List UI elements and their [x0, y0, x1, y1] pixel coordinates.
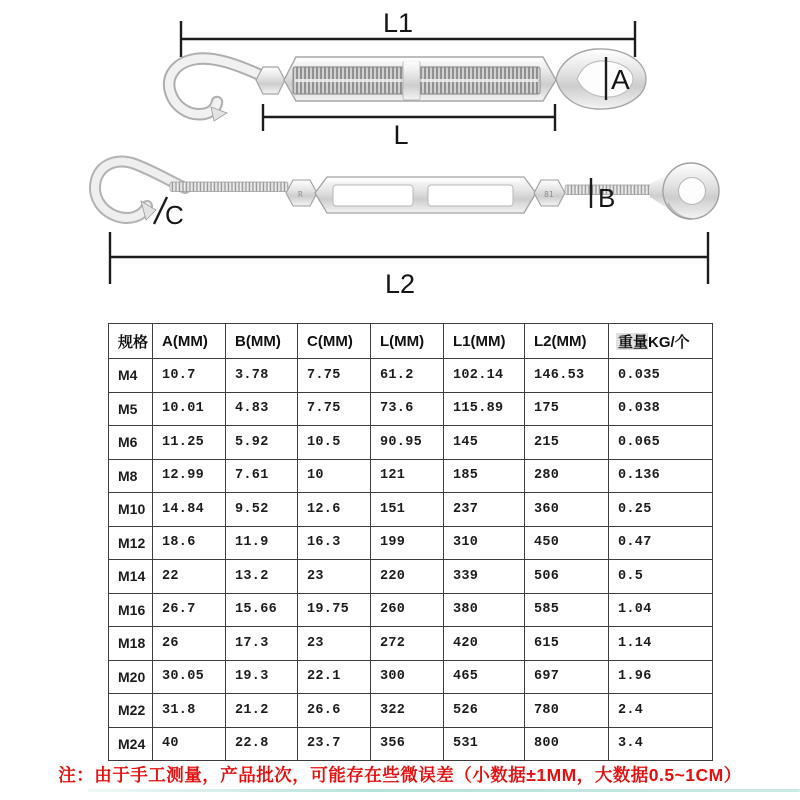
value-cell: 7.61 [226, 459, 298, 493]
column-header-spec: 规格 [109, 324, 153, 359]
spec-cell: M5 [109, 392, 153, 426]
value-cell: 526 [444, 694, 525, 728]
turnbuckle-hook-eye-extended [95, 162, 719, 299]
spec-cell: M8 [109, 459, 153, 493]
value-cell: 12.6 [298, 493, 371, 527]
value-cell: 61.2 [371, 359, 444, 393]
table-row [109, 526, 713, 560]
turnbuckle-hook-eye-closed [169, 8, 646, 150]
value-cell: 5.92 [226, 426, 298, 460]
value-cell: 15.66 [226, 593, 298, 627]
value-cell: 260 [371, 593, 444, 627]
value-cell: 10 [298, 459, 371, 493]
value-cell: 215 [525, 426, 609, 460]
value-cell: 780 [525, 694, 609, 728]
value-cell: 380 [444, 593, 525, 627]
value-cell: 322 [371, 694, 444, 728]
turnbuckle-diagrams [0, 0, 800, 312]
value-cell: 0.5 [609, 560, 713, 594]
value-cell: 17.3 [226, 627, 298, 661]
value-cell: 23.7 [298, 727, 371, 761]
turnbuckle-body [315, 177, 536, 213]
column-header-weight: 重量KG/个 [609, 324, 713, 359]
hook-end [169, 58, 258, 121]
value-cell: 0.035 [609, 359, 713, 393]
value-cell: 22.1 [298, 660, 371, 694]
threaded-rod-left [170, 182, 288, 192]
dimension-l1 [181, 8, 635, 57]
table-row [109, 359, 713, 393]
value-cell: 199 [371, 526, 444, 560]
value-cell: 11.25 [153, 426, 226, 460]
spec-table [108, 323, 713, 761]
value-cell: 23 [298, 627, 371, 661]
value-cell: 697 [525, 660, 609, 694]
table-row [109, 627, 713, 661]
dimension-label-l: L [393, 120, 409, 150]
value-cell: 0.136 [609, 459, 713, 493]
value-cell: 18.6 [153, 526, 226, 560]
value-cell: 146.53 [525, 359, 609, 393]
value-cell: 26.7 [153, 593, 226, 627]
value-cell: 23 [298, 560, 371, 594]
value-cell: 40 [153, 727, 226, 761]
dimension-label-l2: L2 [384, 269, 416, 299]
column-header-b: B(MM) [226, 324, 298, 359]
spec-cell: M20 [109, 660, 153, 694]
value-cell: 22 [153, 560, 226, 594]
spec-table-body [109, 359, 713, 761]
value-cell: 280 [525, 459, 609, 493]
value-cell: 102.14 [444, 359, 525, 393]
center-bridge [403, 61, 420, 100]
hex-nut [256, 67, 285, 94]
dimension-label-c: C [165, 200, 184, 230]
value-cell: 360 [525, 493, 609, 527]
value-cell: 615 [525, 627, 609, 661]
eye-end [650, 163, 719, 219]
eye-end [556, 49, 646, 109]
value-cell: 121 [371, 459, 444, 493]
value-cell: 1.96 [609, 660, 713, 694]
value-cell: 26.6 [298, 694, 371, 728]
table-row [109, 493, 713, 527]
value-cell: 13.2 [226, 560, 298, 594]
value-cell: 0.25 [609, 493, 713, 527]
value-cell: 185 [444, 459, 525, 493]
value-cell: 1.14 [609, 627, 713, 661]
value-cell: 339 [444, 560, 525, 594]
value-cell: 9.52 [226, 493, 298, 527]
turnbuckle-body [284, 57, 556, 101]
value-cell: 1.04 [609, 593, 713, 627]
value-cell: 800 [525, 727, 609, 761]
hex-nut-right [534, 180, 565, 206]
spec-cell: M10 [109, 493, 153, 527]
value-cell: 0.038 [609, 392, 713, 426]
value-cell: 4.83 [226, 392, 298, 426]
column-header-l1: L1(MM) [444, 324, 525, 359]
value-cell: 450 [525, 526, 609, 560]
value-cell: 10.7 [153, 359, 226, 393]
table-row [109, 727, 713, 761]
value-cell: 7.75 [298, 359, 371, 393]
table-row [109, 392, 713, 426]
dimension-label-b: B [598, 183, 616, 213]
nut-stamp-right: 81 [544, 190, 554, 199]
value-cell: 30.05 [153, 660, 226, 694]
spec-cell: M6 [109, 426, 153, 460]
value-cell: 7.75 [298, 392, 371, 426]
value-cell: 237 [444, 493, 525, 527]
value-cell: 3.4 [609, 727, 713, 761]
value-cell: 272 [371, 627, 444, 661]
value-cell: 2.4 [609, 694, 713, 728]
dimension-c [154, 197, 184, 230]
table-row [109, 560, 713, 594]
value-cell: 21.2 [226, 694, 298, 728]
value-cell: 73.6 [371, 392, 444, 426]
value-cell: 12.99 [153, 459, 226, 493]
column-header-c: C(MM) [298, 324, 371, 359]
dimension-l2 [110, 232, 708, 299]
table-row [109, 593, 713, 627]
column-header-a: A(MM) [153, 324, 226, 359]
dimension-label-a: A [611, 64, 630, 95]
value-cell: 151 [371, 493, 444, 527]
dimension-b [591, 178, 615, 213]
value-cell: 115.89 [444, 392, 525, 426]
value-cell: 10.5 [298, 426, 371, 460]
value-cell: 300 [371, 660, 444, 694]
value-cell: 19.3 [226, 660, 298, 694]
value-cell: 585 [525, 593, 609, 627]
column-header-l: L(MM) [371, 324, 444, 359]
value-cell: 145 [444, 426, 525, 460]
spec-cell: M4 [109, 359, 153, 393]
value-cell: 310 [444, 526, 525, 560]
table-row [109, 426, 713, 460]
frame-window-left [333, 185, 413, 206]
value-cell: 19.75 [298, 593, 371, 627]
value-cell: 0.47 [609, 526, 713, 560]
table-row [109, 660, 713, 694]
spec-cell: M12 [109, 526, 153, 560]
value-cell: 22.8 [226, 727, 298, 761]
bottom-accent-line [88, 789, 800, 792]
value-cell: 220 [371, 560, 444, 594]
spec-cell: M24 [109, 727, 153, 761]
spec-cell: M14 [109, 560, 153, 594]
spec-cell: M22 [109, 694, 153, 728]
value-cell: 26 [153, 627, 226, 661]
table-row [109, 694, 713, 728]
value-cell: 16.3 [298, 526, 371, 560]
measurement-note: 注：由于手工测量，产品批次，可能存在些微误差（小数据±1MM，大数据0.5~1CM） [58, 765, 742, 785]
value-cell: 356 [371, 727, 444, 761]
table-row [109, 459, 713, 493]
value-cell: 506 [525, 560, 609, 594]
value-cell: 420 [444, 627, 525, 661]
column-header-l2: L2(MM) [525, 324, 609, 359]
value-cell: 31.8 [153, 694, 226, 728]
value-cell: 0.065 [609, 426, 713, 460]
hex-nut-left [286, 180, 317, 206]
frame-window-right [428, 185, 513, 206]
spec-table-header [109, 324, 713, 359]
nut-stamp-left: R [298, 190, 303, 199]
value-cell: 11.9 [226, 526, 298, 560]
value-cell: 531 [444, 727, 525, 761]
value-cell: 14.84 [153, 493, 226, 527]
value-cell: 175 [525, 392, 609, 426]
value-cell: 465 [444, 660, 525, 694]
dimension-l [263, 104, 555, 150]
header-row [109, 324, 713, 359]
spec-cell: M18 [109, 627, 153, 661]
value-cell: 10.01 [153, 392, 226, 426]
dimension-label-l1: L1 [382, 8, 414, 38]
value-cell: 90.95 [371, 426, 444, 460]
value-cell: 3.78 [226, 359, 298, 393]
spec-cell: M16 [109, 593, 153, 627]
